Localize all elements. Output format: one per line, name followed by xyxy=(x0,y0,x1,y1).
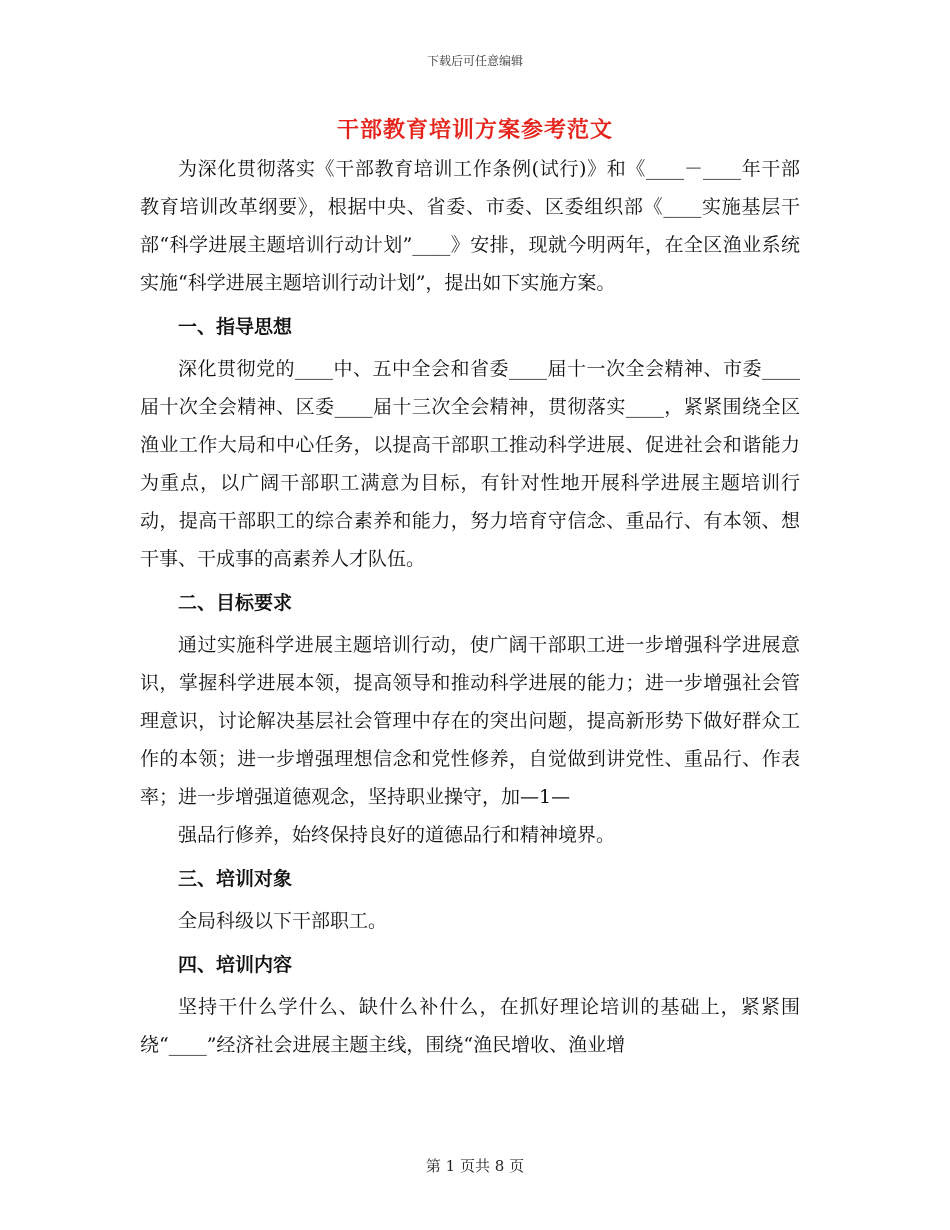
page-footer: 第 1 页共 8 页 xyxy=(425,1157,525,1175)
page-header: 下载后可任意编辑 xyxy=(426,54,523,68)
section-heading-training-targets: 三、培训对象 xyxy=(178,868,293,890)
section-heading-objectives: 二、目标要求 xyxy=(178,592,293,614)
training-content-paragraph: 坚持干什么学什么、缺什么补什么，在抓好理论培训的基础上，紧紧围绕“____”经济社会进展主题主线，围绕“渔民增收、渔业增 xyxy=(140,996,800,1056)
objectives-paragraph: 通过实施科学进展主题培训行动，使广阔干部职工进一步增强科学进展意识，掌握科学进展本领，提高领导和推动科学进展的能力；进一步增强社会管理意识，讨论解决基层社会管理中存在的突出问题，提高新形势下做好群众工作的本领；进一步增强理想信念和党性修养，自觉做到讲党性、重品行、作表率；进一步增强道德观念，坚持职业操守，加—1— xyxy=(140,634,800,808)
intro-paragraph: 为深化贯彻落实《干部教育培训工作条例(试行)》和《____－____年干部教育培训改革纲要》，根据中央、省委、市委、区委组织部《____实施基层干部“科学进展主题培训行动计划”____》安排，现就今明两年，在全区渔业系统实施“科学进展主题培训行动计划”，提出如下实施方案。 xyxy=(140,158,800,294)
section-heading-training-content: 四、培训内容 xyxy=(178,954,293,976)
document-body xyxy=(140,150,800,1064)
objectives-continuation-paragraph: 强品行修养，始终保持良好的道德品行和精神境界。 xyxy=(178,824,616,846)
training-targets-paragraph: 全局科级以下干部职工。 xyxy=(178,910,388,932)
document-title: 干部教育培训方案参考范文 xyxy=(336,117,613,143)
guiding-ideology-paragraph: 深化贯彻党的____中、五中全会和省委____届十一次全会精神、市委____届十次全会精神、区委____届十三次全会精神，贯彻落实____，紧紧围绕全区渔业工作大局和中心任务，以提高干部职工推动科学进展、促进社会和谐能力为重点，以广阔干部职工满意为目标，有针对性地开展科学进展主题培训行动，提高干部职工的综合素养和能力，努力培育守信念、重品行、有本领、想干事、干成事的高素养人才队伍。 xyxy=(140,358,800,570)
section-heading-guiding-ideology: 一、指导思想 xyxy=(178,316,293,338)
